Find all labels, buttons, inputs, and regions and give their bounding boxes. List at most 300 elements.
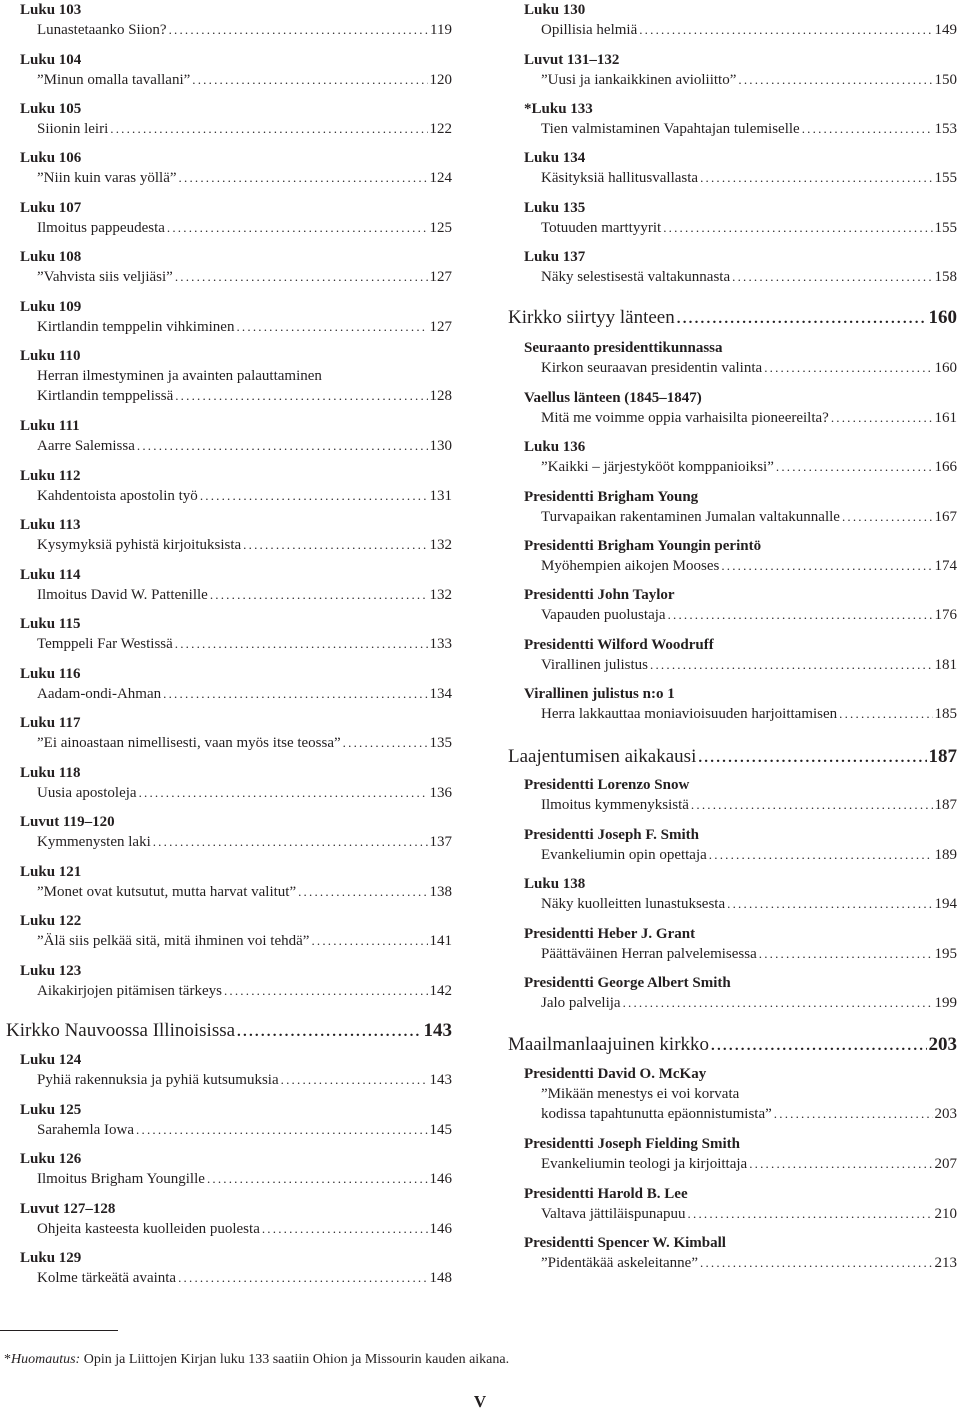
entry-page-number: 133 bbox=[429, 636, 452, 652]
leader-dots bbox=[169, 20, 428, 40]
toc-entry bbox=[524, 825, 957, 865]
toc-entry bbox=[524, 924, 957, 964]
entry-label: Luvut 119–120 bbox=[20, 814, 115, 830]
leader-dots bbox=[727, 894, 932, 914]
toc-entry bbox=[524, 1064, 957, 1124]
leader-dots bbox=[281, 1070, 428, 1090]
entry-title-line bbox=[20, 1070, 452, 1090]
entry-title: ”Kaikki – järjestykööt komppanioiksi” bbox=[541, 459, 774, 475]
entry-page-number: 119 bbox=[430, 22, 452, 38]
entry-title: Myöhempien aikojen Mooses bbox=[541, 558, 720, 574]
leader-dots bbox=[137, 436, 428, 456]
toc-entry bbox=[524, 585, 957, 625]
entry-label: Presidentti John Taylor bbox=[524, 587, 675, 603]
leader-dots bbox=[110, 119, 427, 139]
leader-dots bbox=[192, 70, 427, 90]
toc-entry bbox=[20, 1149, 452, 1189]
leader-dots bbox=[700, 1253, 932, 1273]
entry-title: Evankeliumin teologi ja kirjoittaja bbox=[541, 1156, 748, 1172]
entry-title-line bbox=[524, 1204, 957, 1224]
leader-dots bbox=[764, 358, 932, 378]
toc-entry bbox=[20, 713, 452, 753]
entry-title-line bbox=[524, 1154, 957, 1174]
entry-title-line bbox=[20, 585, 452, 605]
footnote-marker: * bbox=[4, 1352, 11, 1367]
entry-label: Luku 122 bbox=[20, 913, 82, 929]
entry-title-line bbox=[524, 704, 957, 724]
section-page-number: 187 bbox=[928, 746, 957, 767]
entry-title-line bbox=[20, 1120, 452, 1140]
toc-entry bbox=[524, 874, 957, 914]
leader-dots bbox=[175, 634, 428, 654]
leader-dots bbox=[163, 684, 427, 704]
toc-entry bbox=[524, 973, 957, 1013]
entry-title: Ilmoitus pappeudesta bbox=[37, 220, 165, 236]
entry-title: Opillisia helmiä bbox=[541, 22, 638, 38]
leader-dots bbox=[839, 704, 932, 724]
entry-title-line bbox=[524, 845, 957, 865]
footnote-label: Huomautus: bbox=[11, 1352, 81, 1367]
entry-page-number: 189 bbox=[934, 847, 957, 863]
entry-label: Luku 129 bbox=[20, 1250, 82, 1266]
entry-title-line bbox=[20, 386, 452, 406]
entry-title: ”Monet ovat kutsutut, mutta harvat valitut” bbox=[37, 884, 297, 900]
entry-page-number: 155 bbox=[934, 170, 957, 186]
entry-label: Luku 137 bbox=[524, 249, 586, 265]
toc-entry bbox=[20, 1199, 452, 1239]
entry-label: Presidentti Spencer W. Kimball bbox=[524, 1235, 726, 1251]
entry-label: Luku 124 bbox=[20, 1052, 82, 1068]
section-page-number: 160 bbox=[928, 307, 957, 328]
entry-page-number: 160 bbox=[934, 360, 957, 376]
entry-label: Luku 134 bbox=[524, 150, 586, 166]
entry-title-line bbox=[20, 733, 452, 753]
entry-page-number: 136 bbox=[429, 785, 452, 801]
leader-dots bbox=[262, 1219, 428, 1239]
entry-title-line bbox=[524, 1253, 957, 1273]
entry-label: Luku 110 bbox=[20, 348, 81, 364]
toc-entry bbox=[20, 763, 452, 803]
entry-page-number: 176 bbox=[934, 607, 957, 623]
entry-title-line bbox=[20, 981, 452, 1001]
entry-page-number: 185 bbox=[934, 706, 957, 722]
entry-title-line bbox=[524, 556, 957, 576]
entry-title-line bbox=[20, 70, 452, 90]
entry-label: Luku 121 bbox=[20, 864, 82, 880]
leader-dots bbox=[774, 1104, 933, 1124]
toc-entry bbox=[20, 862, 452, 902]
leader-dots bbox=[236, 317, 427, 337]
entry-title-line bbox=[20, 1169, 452, 1189]
entry-title: Ohjeita kasteesta kuolleiden puolesta bbox=[37, 1221, 260, 1237]
entry-label: Luvut 131–132 bbox=[524, 52, 620, 68]
entry-label: Luku 130 bbox=[524, 2, 586, 18]
entry-title: ”Uusi ja iankaikkinen avioliitto” bbox=[541, 72, 737, 88]
section-heading bbox=[6, 1019, 452, 1043]
entry-page-number: 141 bbox=[429, 933, 452, 949]
entry-page-number: 199 bbox=[934, 995, 957, 1011]
leader-dots bbox=[167, 218, 428, 238]
entry-label: Presidentti Lorenzo Snow bbox=[524, 777, 690, 793]
leader-dots bbox=[207, 1169, 428, 1189]
entry-label: Presidentti Brigham Youngin perintö bbox=[524, 538, 762, 554]
leader-dots bbox=[732, 267, 932, 287]
entry-page-number: 134 bbox=[429, 686, 452, 702]
entry-label: Luku 138 bbox=[524, 876, 586, 892]
toc-entry bbox=[524, 388, 957, 428]
section-title: Maailmanlaajuinen kirkko bbox=[508, 1034, 710, 1055]
entry-label: Presidentti George Albert Smith bbox=[524, 975, 731, 991]
entry-title: Virallinen julistus bbox=[541, 657, 649, 673]
entry-title-line bbox=[20, 1219, 452, 1239]
entry-page-number: 187 bbox=[934, 797, 957, 813]
entry-title-line bbox=[524, 358, 957, 378]
toc-entry bbox=[20, 1248, 452, 1288]
footnote-divider bbox=[0, 1330, 118, 1331]
entry-title-line bbox=[524, 894, 957, 914]
entry-page-number: 127 bbox=[429, 269, 452, 285]
leader-dots bbox=[136, 1120, 427, 1140]
leader-dots bbox=[639, 20, 932, 40]
entry-page-number: 137 bbox=[429, 834, 452, 850]
leader-dots bbox=[691, 795, 933, 815]
entry-title: Totuuden marttyyrit bbox=[541, 220, 662, 236]
entry-page-number: 155 bbox=[934, 220, 957, 236]
entry-label: Luku 108 bbox=[20, 249, 82, 265]
entry-title: Tien valmistaminen Vapahtajan tulemiselle bbox=[541, 121, 800, 137]
toc-entry bbox=[20, 297, 452, 337]
entry-title-line bbox=[524, 408, 957, 428]
toc-entry bbox=[20, 1050, 452, 1090]
entry-label: Luku 106 bbox=[20, 150, 82, 166]
toc-entry bbox=[524, 1184, 957, 1224]
toc-entry bbox=[20, 812, 452, 852]
toc-entry bbox=[524, 50, 957, 90]
toc-entry bbox=[524, 487, 957, 527]
entry-title: Temppeli Far Westissä bbox=[37, 636, 173, 652]
entry-title: Jalo palvelija bbox=[541, 995, 621, 1011]
entry-label: Presidentti Joseph Fielding Smith bbox=[524, 1136, 740, 1152]
leader-dots bbox=[759, 944, 933, 964]
entry-page-number: 194 bbox=[934, 896, 957, 912]
toc-entry bbox=[20, 961, 452, 1001]
entry-label: Luku 117 bbox=[20, 715, 81, 731]
entry-title: Aikakirjojen pitämisen tärkeys bbox=[37, 983, 222, 999]
entry-title: Ilmoitus David W. Pattenille bbox=[37, 587, 208, 603]
section-title: Laajentumisen aikakausi bbox=[508, 746, 697, 767]
entry-page-number: 158 bbox=[934, 269, 957, 285]
entry-label: Luku 115 bbox=[20, 616, 81, 632]
entry-title-line bbox=[20, 882, 452, 902]
entry-label: Luku 126 bbox=[20, 1151, 82, 1167]
entry-label: Luku 107 bbox=[20, 200, 82, 216]
entry-page-number: 120 bbox=[429, 72, 452, 88]
entry-title: ”Vahvista siis veljiäsi” bbox=[37, 269, 173, 285]
entry-title: ”Pidentäkää askeleitanne” bbox=[541, 1255, 699, 1271]
entry-title-line bbox=[20, 267, 452, 287]
leader-dots bbox=[243, 535, 427, 555]
entry-page-number: 207 bbox=[934, 1156, 957, 1172]
entry-label: Luku 114 bbox=[20, 567, 81, 583]
leader-dots bbox=[210, 585, 428, 605]
entry-title: ”Mikään menestys ei voi korvata bbox=[541, 1086, 740, 1102]
entry-page-number: 210 bbox=[934, 1206, 957, 1222]
toc-entry bbox=[20, 247, 452, 287]
entry-label: *Luku 133 bbox=[524, 101, 593, 117]
entry-title-line bbox=[524, 944, 957, 964]
toc-entry bbox=[524, 99, 957, 139]
toc-entry bbox=[20, 466, 452, 506]
toc-entry bbox=[20, 198, 452, 238]
toc-entry bbox=[524, 148, 957, 188]
leader-dots bbox=[677, 307, 927, 331]
entry-label: Luku 111 bbox=[20, 418, 80, 434]
entry-title: Käsityksiä hallitusvallasta bbox=[541, 170, 699, 186]
entry-page-number: 142 bbox=[429, 983, 452, 999]
entry-title: Kymmenysten laki bbox=[37, 834, 151, 850]
entry-title: Näky selestisestä valtakunnasta bbox=[541, 269, 731, 285]
entry-label: Vaellus länteen (1845–1847) bbox=[524, 390, 702, 406]
entry-title: Näky kuolleitten lunastuksesta bbox=[541, 896, 726, 912]
entry-label: Luku 113 bbox=[20, 517, 81, 533]
entry-title: Kolme tärkeätä avainta bbox=[37, 1270, 177, 1286]
entry-title-line bbox=[20, 535, 452, 555]
entry-page-number: 135 bbox=[429, 735, 452, 751]
entry-page-number: 153 bbox=[934, 121, 957, 137]
leader-dots bbox=[139, 783, 428, 803]
toc-entry bbox=[20, 911, 452, 951]
entry-title-line bbox=[524, 795, 957, 815]
entry-page-number: 146 bbox=[429, 1171, 452, 1187]
leader-dots bbox=[179, 168, 428, 188]
entry-title: ”Älä siis pelkää sitä, mitä ihminen voi tehdä” bbox=[37, 933, 310, 949]
entry-title-line bbox=[524, 70, 957, 90]
leader-dots bbox=[153, 832, 428, 852]
leader-dots bbox=[311, 931, 427, 951]
entry-label: Luku 103 bbox=[20, 2, 82, 18]
leader-dots bbox=[698, 746, 926, 770]
entry-title-line bbox=[524, 267, 957, 287]
entry-title: kodissa tapahtunutta epäonnistumista” bbox=[541, 1106, 772, 1122]
entry-label: Presidentti Joseph F. Smith bbox=[524, 827, 700, 843]
entry-title: Sarahemla Iowa bbox=[37, 1122, 135, 1138]
leader-dots bbox=[688, 1204, 933, 1224]
entry-title-line bbox=[20, 317, 452, 337]
section-heading bbox=[508, 745, 957, 769]
toc-entry bbox=[20, 148, 452, 188]
toc-entry bbox=[524, 775, 957, 815]
toc-entry bbox=[524, 437, 957, 477]
leader-dots bbox=[298, 882, 427, 902]
entry-page-number: 149 bbox=[934, 22, 957, 38]
entry-title-line bbox=[20, 931, 452, 951]
entry-page-number: 167 bbox=[934, 509, 957, 525]
entry-page-number: 146 bbox=[429, 1221, 452, 1237]
entry-title-line bbox=[524, 655, 957, 675]
entry-title-line bbox=[20, 684, 452, 704]
entry-title: Aarre Salemissa bbox=[37, 438, 135, 454]
entry-label: Presidentti David O. McKay bbox=[524, 1066, 707, 1082]
entry-label: Luku 112 bbox=[20, 468, 81, 484]
entry-page-number: 203 bbox=[934, 1106, 957, 1122]
entry-page-number: 124 bbox=[429, 170, 452, 186]
entry-title-line bbox=[20, 634, 452, 654]
entry-label: Luku 135 bbox=[524, 200, 586, 216]
entry-page-number: 143 bbox=[429, 1072, 452, 1088]
entry-title-line bbox=[20, 20, 452, 40]
entry-label: Presidentti Heber J. Grant bbox=[524, 926, 696, 942]
entry-label: Presidentti Wilford Woodruff bbox=[524, 637, 714, 653]
entry-title: ”Minun omalla tavallani” bbox=[37, 72, 191, 88]
entry-title-line bbox=[20, 436, 452, 456]
toc-entry bbox=[20, 50, 452, 90]
entry-title: Vapauden puolustaja bbox=[541, 607, 666, 623]
entry-title-line bbox=[524, 20, 957, 40]
entry-title: Uusia apostoleja bbox=[37, 785, 137, 801]
leader-dots bbox=[738, 70, 932, 90]
toc-entry bbox=[524, 684, 957, 724]
entry-page-number: 161 bbox=[934, 410, 957, 426]
entry-title-line bbox=[20, 218, 452, 238]
entry-page-number: 145 bbox=[429, 1122, 452, 1138]
entry-title-line bbox=[524, 507, 957, 527]
entry-title-line bbox=[524, 605, 957, 625]
entry-label: Seuraanto presidenttikunnassa bbox=[524, 340, 723, 356]
section-title: Kirkko siirtyy länteen bbox=[508, 307, 675, 328]
entry-title: Ilmoitus Brigham Youngille bbox=[37, 1171, 205, 1187]
leader-dots bbox=[178, 1268, 427, 1288]
entry-title-line bbox=[20, 1268, 452, 1288]
toc-entry bbox=[20, 614, 452, 654]
entry-title-line bbox=[20, 832, 452, 852]
entry-title: Herra lakkauttaa moniavioisuuden harjoittamisen bbox=[541, 706, 838, 722]
entry-title-line bbox=[524, 1104, 957, 1124]
leader-dots bbox=[709, 845, 933, 865]
entry-title-line bbox=[524, 218, 957, 238]
toc-entry bbox=[524, 1233, 957, 1273]
entry-title: ”Niin kuin varas yöllä” bbox=[37, 170, 177, 186]
entry-page-number: 213 bbox=[934, 1255, 957, 1271]
section-heading bbox=[508, 1033, 957, 1057]
entry-title: Evankeliumin opin opettaja bbox=[541, 847, 707, 863]
entry-page-number: 195 bbox=[934, 946, 957, 962]
toc-entry bbox=[20, 99, 452, 139]
entry-title-line bbox=[524, 119, 957, 139]
toc-entry bbox=[524, 635, 957, 675]
entry-label: Luku 116 bbox=[20, 666, 81, 682]
entry-page-number: 150 bbox=[934, 72, 957, 88]
toc-entry bbox=[20, 1100, 452, 1140]
entry-label: Presidentti Harold B. Lee bbox=[524, 1186, 688, 1202]
leader-dots bbox=[343, 733, 428, 753]
toc-entry bbox=[20, 416, 452, 456]
toc-entry bbox=[20, 565, 452, 605]
toc-entry bbox=[524, 198, 957, 238]
entry-title: Kirkon seuraavan presidentin valinta bbox=[541, 360, 763, 376]
entry-title-line bbox=[524, 457, 957, 477]
entry-label: Virallinen julistus n:o 1 bbox=[524, 686, 675, 702]
entry-label: Presidentti Brigham Young bbox=[524, 489, 699, 505]
leader-dots bbox=[175, 386, 427, 406]
entry-label: Luku 136 bbox=[524, 439, 586, 455]
toc-entry bbox=[20, 515, 452, 555]
entry-title: Herran ilmestyminen ja avainten palauttaminen bbox=[37, 368, 322, 384]
toc-entry bbox=[524, 1134, 957, 1174]
entry-page-number: 131 bbox=[429, 488, 452, 504]
entry-page-number: 132 bbox=[429, 587, 452, 603]
entry-label: Luvut 127–128 bbox=[20, 1201, 116, 1217]
entry-title: Mitä me voimme oppia varhaisilta pioneereilta? bbox=[541, 410, 829, 426]
footnote bbox=[4, 1350, 509, 1370]
section-heading bbox=[508, 306, 957, 330]
section-title: Kirkko Nauvoossa Illinoisissa bbox=[6, 1020, 236, 1041]
toc-entry bbox=[524, 536, 957, 576]
entry-title: Pyhiä rakennuksia ja pyhiä kutsumuksia bbox=[37, 1072, 279, 1088]
leader-dots bbox=[663, 218, 932, 238]
entry-title-line bbox=[524, 168, 957, 188]
entry-label: Luku 109 bbox=[20, 299, 82, 315]
entry-title: Ilmoitus kymmenyksistä bbox=[541, 797, 689, 813]
entry-title-line bbox=[20, 486, 452, 506]
leader-dots bbox=[200, 486, 428, 506]
toc-entry bbox=[524, 0, 957, 40]
leader-dots bbox=[700, 168, 932, 188]
entry-page-number: 130 bbox=[429, 438, 452, 454]
entry-page-number: 128 bbox=[429, 388, 452, 404]
leader-dots bbox=[842, 507, 933, 527]
entry-title: Lunastetaanko Siion? bbox=[37, 22, 167, 38]
entry-page-number: 122 bbox=[429, 121, 452, 137]
toc-entry bbox=[20, 664, 452, 704]
toc-entry bbox=[524, 338, 957, 378]
footnote-text: Opin ja Liittojen Kirjan luku 133 saatiin Ohion ja Missourin kauden aikana. bbox=[80, 1352, 510, 1367]
entry-page-number: 138 bbox=[429, 884, 452, 900]
leader-dots bbox=[175, 267, 428, 287]
leader-dots bbox=[224, 981, 428, 1001]
leader-dots bbox=[623, 993, 933, 1013]
leader-dots bbox=[711, 1034, 926, 1058]
leader-dots bbox=[237, 1020, 421, 1044]
toc-entry bbox=[524, 247, 957, 287]
entry-title: ”Ei ainoastaan nimellisesti, vaan myös itse teossa” bbox=[37, 735, 341, 751]
toc-entry bbox=[20, 346, 452, 406]
entry-title: Valtava jättiläispunapuu bbox=[541, 1206, 686, 1222]
leader-dots bbox=[802, 119, 933, 139]
entry-title: Kirtlandin temppelin vihkiminen bbox=[37, 319, 235, 335]
entry-page-number: 132 bbox=[429, 537, 452, 553]
entry-title-line bbox=[20, 119, 452, 139]
toc-entry bbox=[20, 0, 452, 40]
entry-title: Kirtlandin temppelissä bbox=[37, 388, 174, 404]
leader-dots bbox=[749, 1154, 932, 1174]
page-number: V bbox=[473, 1392, 487, 1411]
entry-label: Luku 123 bbox=[20, 963, 82, 979]
entry-page-number: 166 bbox=[934, 459, 957, 475]
section-page-number: 143 bbox=[423, 1020, 452, 1041]
leader-dots bbox=[650, 655, 932, 675]
entry-title: Kahdentoista apostolin työ bbox=[37, 488, 198, 504]
entry-page-number: 127 bbox=[429, 319, 452, 335]
entry-page-number: 181 bbox=[934, 657, 957, 673]
leader-dots bbox=[721, 556, 932, 576]
entry-label: Luku 104 bbox=[20, 52, 82, 68]
entry-title-line bbox=[20, 783, 452, 803]
entry-page-number: 125 bbox=[429, 220, 452, 236]
entry-label: Luku 125 bbox=[20, 1102, 82, 1118]
entry-page-number: 148 bbox=[429, 1270, 452, 1286]
entry-title-line bbox=[524, 993, 957, 1013]
leader-dots bbox=[668, 605, 933, 625]
